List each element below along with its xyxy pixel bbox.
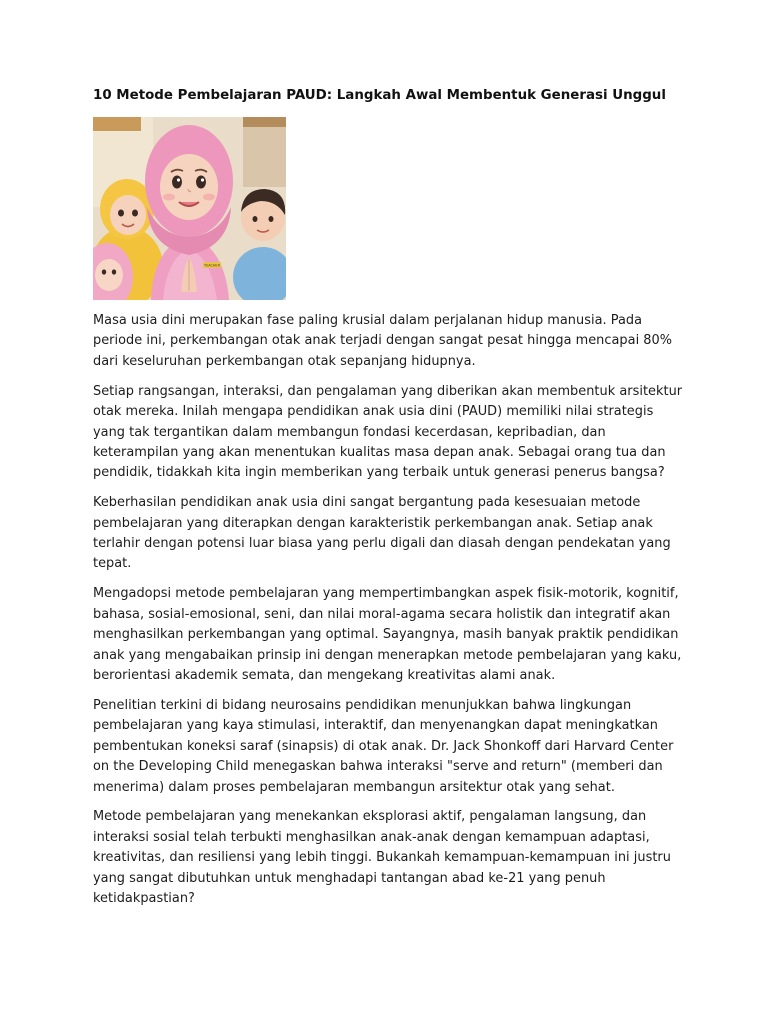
teacher-badge-text: TEACHER: [204, 263, 220, 268]
paragraph: Masa usia dini merupakan fase paling krusial dalam perjalanan hidup manusia. Pada periode ini, perkembangan otak anak terjadi dengan sangat pesat hingga mencapai 80% dari keseluruhan perkembangan otak sepanjang hidupnya.: [93, 313, 673, 369]
paragraph: Mengadopsi metode pembelajaran yang mempertimbangkan aspek fisik-motorik, kognitif, bahasa, sosial-emosional, seni, dan nilai moral-agama secara holistik dan integratif akan menghasilkan perkembangan yang optimal. Sayangnya, masih banyak praktik pendidikan anak yang mengabaikan prinsip ini dengan menerapkan metode pembelajaran yang kaku, berorientasi akademik semata, dan mengekang kreativitas alami anak.: [93, 586, 682, 683]
article-body: [93, 311, 683, 909]
paragraph: Penelitian terkini di bidang neurosains pendidikan menunjukkan bahwa lingkungan pembelajaran yang kaya stimulasi, interaktif, dan menyenangkan dapat meningkatkan pembentukan koneksi saraf (sinapsis) di otak anak. Dr. Jack Shonkoff dari Harvard Center on the Developing Child menegaskan bahwa interaksi "serve and return" (memberi dan menerima) dalam proses pembelajaran membangun arsitektur otak yang sehat.: [93, 697, 674, 795]
article-illustration: [93, 117, 286, 300]
article-title: 10 Metode Pembelajaran PAUD: Langkah Awal Membentuk Generasi Unggul: [93, 88, 666, 103]
document-page: [93, 86, 683, 919]
paragraph: Keberhasilan pendidikan anak usia dini sangat bergantung pada kesesuaian metode pembelajaran yang diterapkan dengan karakteristik perkembangan anak. Setiap anak terlahir dengan potensi luar biasa yang perlu digali dan diasah dengan pendekatan yang tepat.: [93, 495, 671, 572]
paragraph: Setiap rangsangan, interaksi, dan pengalaman yang diberikan akan membentuk arsitektur otak mereka. Inilah mengapa pendidikan anak usia dini (PAUD) memiliki nilai strategis yang tak tergantikan dalam membangun fondasi kecerdasan, kepribadian, dan keterampilan yang akan menentukan kualitas masa depan anak. Sebagai orang tua dan pendidik, tidakkah kita ingin memberikan yang terbaik untuk generasi penerus bangsa?: [93, 383, 683, 481]
paragraph: Metode pembelajaran yang menekankan eksplorasi aktif, pengalaman langsung, dan interaksi sosial telah terbukti menghasilkan anak-anak dengan kemampuan adaptasi, kreativitas, dan resiliensi yang lebih tinggi. Bukankah kemampuan-kemampuan ini justru yang sangat dibutuhkan untuk menghadapi tantangan abad ke-21 yang penuh ketidakpastian?: [93, 809, 671, 907]
